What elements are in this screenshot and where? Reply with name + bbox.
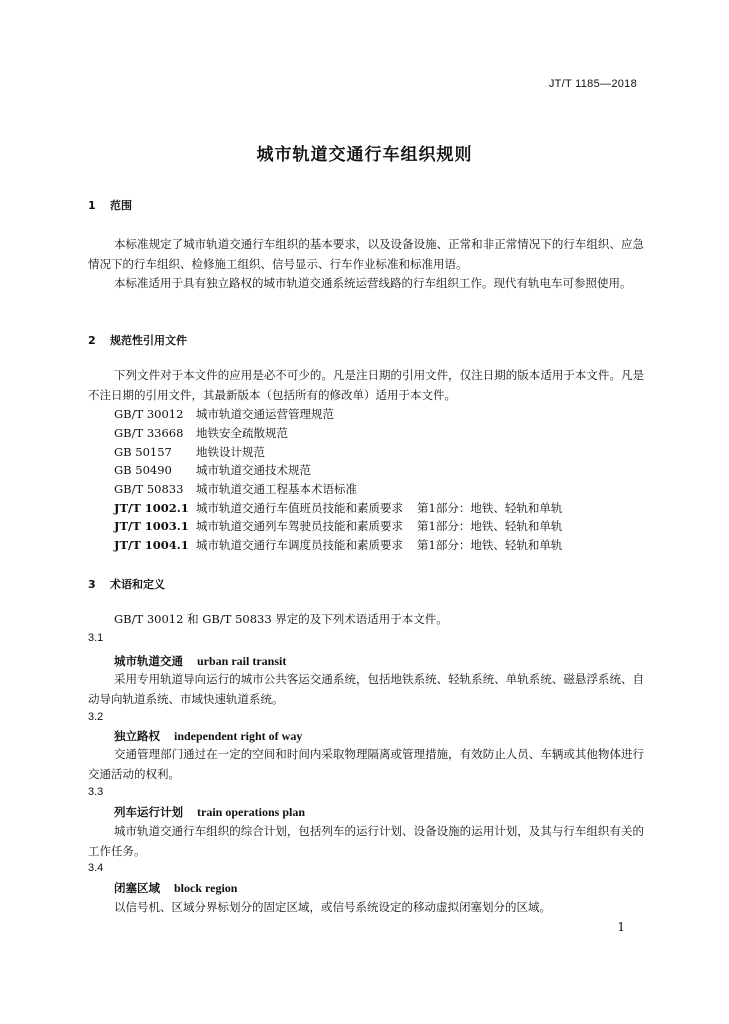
reference-item bbox=[114, 461, 311, 479]
section-number: 3 bbox=[88, 578, 96, 591]
term-number: 3.3 bbox=[88, 786, 104, 798]
reference-title: 城市轨道交通工程基本术语标准 bbox=[196, 482, 357, 496]
reference-title: 地铁安全疏散规范 bbox=[196, 426, 288, 440]
scope-paragraph-1: 本标准规定了城市轨道交通行车组织的基本要求，以及设备设施、正常和非正常情况下的行车组织、应急情况下的行车组织、检修施工组织、信号显示、行车作业标准和标准用语。 bbox=[88, 237, 644, 271]
term-name-en: independent right of way bbox=[174, 729, 303, 743]
section-heading-terms bbox=[88, 576, 165, 592]
term-definition: 城市轨道交通行车组织的综合计划，包括列车的运行计划、设备设施的运用计划，及其与行车组织有关的工作任务。 bbox=[88, 824, 644, 858]
reference-title: 城市轨道交通行车值班员技能和素质要求 bbox=[196, 501, 403, 515]
term-name bbox=[114, 728, 302, 744]
section-number: 2 bbox=[88, 334, 96, 347]
term-name-en: train operations plan bbox=[197, 805, 306, 819]
term-name bbox=[114, 804, 305, 820]
term-number: 3.1 bbox=[88, 632, 104, 644]
reference-item bbox=[114, 517, 562, 535]
term-name-zh: 列车运行计划 bbox=[114, 805, 183, 819]
reference-code: GB 50157 bbox=[114, 445, 172, 459]
normative-intro: 下列文件对于本文件的应用是必不可少的。凡是注日期的引用文件，仅注日期的版本适用于本文件。凡是不注日期的引用文件，其最新版本（包括所有的修改单）适用于本文件。 bbox=[88, 368, 644, 402]
term-name bbox=[114, 880, 237, 896]
reference-title: 城市轨道交通运营管理规范 bbox=[196, 407, 334, 421]
terms-intro: GB/T 30012 和 GB/T 50833 界定的及下列术语适用于本文件。 bbox=[114, 612, 448, 626]
term-name bbox=[114, 653, 286, 669]
reference-item bbox=[114, 536, 562, 554]
section-title: 范围 bbox=[110, 199, 132, 212]
term-definition: 采用专用轨道导向运行的城市公共客运交通系统，包括地铁系统、轻轨系统、单轨系统、磁悬浮系统、自动导向轨道系统、市域快速轨道系统。 bbox=[88, 672, 644, 706]
section-title: 术语和定义 bbox=[110, 578, 165, 591]
term-name-zh: 闭塞区域 bbox=[114, 881, 160, 895]
reference-code: GB/T 33668 bbox=[114, 426, 184, 440]
reference-code: GB/T 30012 bbox=[114, 407, 184, 421]
term-name-zh: 独立路权 bbox=[114, 729, 160, 743]
reference-title: 城市轨道交通技术规范 bbox=[196, 463, 311, 477]
reference-title: 城市轨道交通列车驾驶员技能和素质要求 bbox=[196, 519, 403, 533]
reference-item bbox=[114, 480, 357, 498]
reference-code: JT/T 1003.1 bbox=[114, 519, 189, 533]
document-title: 城市轨道交通行车组织规则 bbox=[256, 145, 473, 165]
reference-code: GB 50490 bbox=[114, 463, 172, 477]
term-name-en: urban rail transit bbox=[197, 654, 287, 668]
term-definition: 以信号机、区域分界标划分的固定区域，或信号系统设定的移动虚拟闭塞划分的区域。 bbox=[114, 900, 551, 914]
reference-item bbox=[114, 499, 562, 517]
reference-code: JT/T 1002.1 bbox=[114, 501, 189, 515]
reference-part: 第1部分：地铁、轻轨和单轨 bbox=[417, 538, 563, 552]
term-definition: 交通管理部门通过在一定的空间和时间内采取物理隔离或管理措施，有效防止人员、车辆或其他物体进行交通活动的权利。 bbox=[88, 747, 644, 781]
reference-title: 城市轨道交通行车调度员技能和素质要求 bbox=[196, 538, 403, 552]
standard-number: JT/T 1185—2018 bbox=[548, 78, 637, 90]
term-name-zh: 城市轨道交通 bbox=[114, 654, 183, 668]
section-heading-normative bbox=[88, 332, 187, 348]
section-heading-scope bbox=[88, 197, 132, 213]
reference-title: 地铁设计规范 bbox=[196, 445, 265, 459]
reference-item bbox=[114, 405, 334, 423]
reference-item bbox=[114, 443, 265, 461]
page-number: 1 bbox=[617, 920, 625, 934]
reference-part: 第1部分：地铁、轻轨和单轨 bbox=[417, 519, 563, 533]
reference-code: JT/T 1004.1 bbox=[114, 538, 189, 552]
term-name-en: block region bbox=[174, 881, 238, 895]
reference-part: 第1部分：地铁、轻轨和单轨 bbox=[417, 501, 563, 515]
section-title: 规范性引用文件 bbox=[110, 334, 187, 347]
reference-code: GB/T 50833 bbox=[114, 482, 184, 496]
reference-item bbox=[114, 424, 288, 442]
term-number: 3.4 bbox=[88, 862, 104, 874]
scope-paragraph-2: 本标准适用于具有独立路权的城市轨道交通系统运营线路的行车组织工作。现代有轨电车可参照使用。 bbox=[114, 276, 632, 290]
section-number: 1 bbox=[88, 199, 96, 212]
term-number: 3.2 bbox=[88, 711, 104, 723]
